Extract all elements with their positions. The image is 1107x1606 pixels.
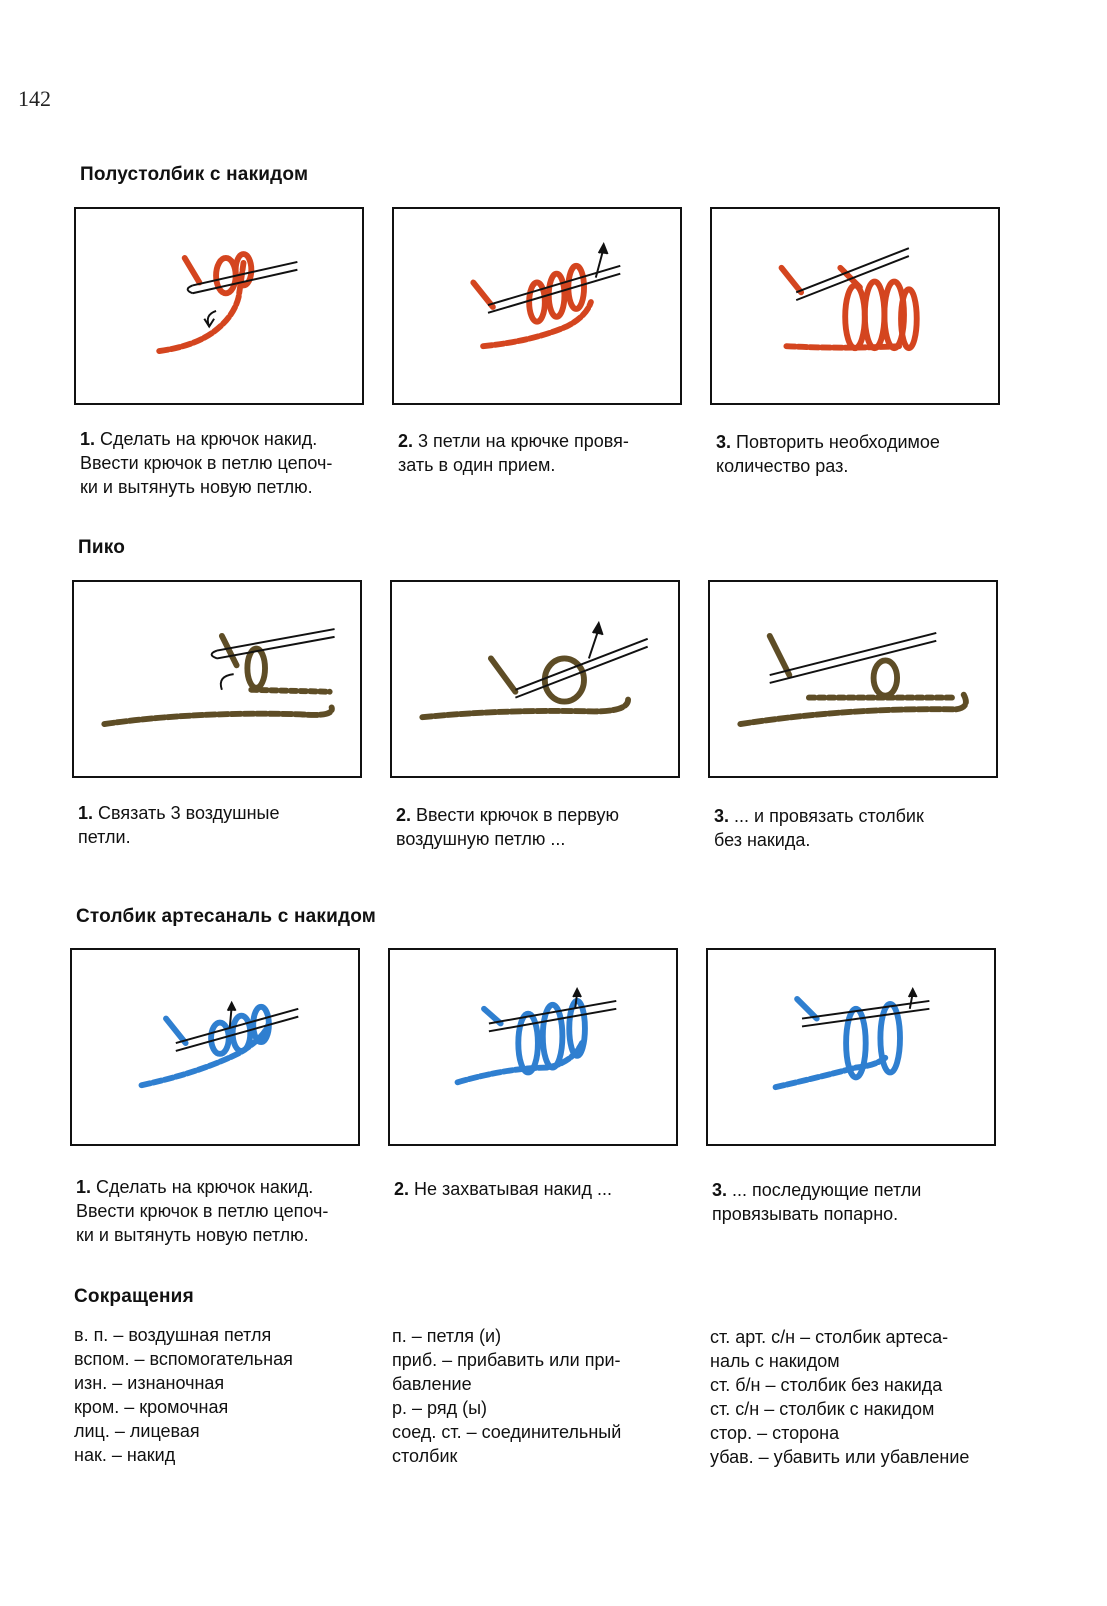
caption-artisanal-step-3: 3. ... последующие петли провязывать попарно. — [712, 1180, 922, 1224]
abbreviation-item: ст. б/н – столбик без накида — [710, 1375, 943, 1395]
page-number: 142 — [18, 86, 51, 111]
caption-artisanal-step-2: 2. Не захватывая накид ... — [394, 1179, 612, 1199]
illustration-artisanal-step-2 — [388, 948, 678, 1146]
abbreviation-item: вспом. – вспомогательная — [74, 1349, 293, 1369]
illustration-hdc-step-2 — [392, 207, 682, 405]
caption-picot-step-3: 3. ... и провязать столбик без накида. — [714, 806, 924, 850]
section-title-picot: Пико — [78, 537, 126, 558]
abbreviation-item: лиц. – лицевая — [74, 1421, 200, 1441]
abbreviation-item: соед. ст. – соединительный — [392, 1422, 622, 1442]
caption-artisanal-step-1: 1. Сделать на крючок накид. Ввести крючок в петлю цепоч- ки и вытянуть новую петлю. — [76, 1177, 329, 1245]
abbreviation-item: изн. – изнаночная — [74, 1373, 225, 1393]
section-title-artisanal-double-crochet: Столбик артесаналь с накидом — [76, 906, 377, 927]
caption-hdc-step-2: 2. 3 петли на крючке провя- зать в один прием. — [398, 431, 629, 475]
caption-hdc-step-1: 1. Сделать на крючок накид. Ввести крючок в петлю цепоч- ки и вытянуть новую петлю. — [80, 429, 333, 497]
abbreviation-item: приб. – прибавить или при- — [392, 1350, 621, 1370]
abbreviation-item: в. п. – воздушная петля — [74, 1325, 272, 1345]
caption-picot-step-1: 1. Связать 3 воздушные петли. — [78, 803, 280, 847]
illustration-artisanal-step-3 — [706, 948, 996, 1146]
caption-hdc-step-3: 3. Повторить необходимое количество раз. — [716, 432, 940, 476]
abbreviations-column-1 — [74, 1323, 293, 1467]
illustration-picot-step-1 — [72, 580, 362, 778]
illustration-picot-step-2 — [390, 580, 680, 778]
abbreviation-item: убав. – убавить или убавление — [710, 1447, 970, 1467]
abbreviation-item: стор. – сторона — [710, 1423, 840, 1443]
abbreviation-item: п. – петля (и) — [392, 1326, 502, 1346]
abbreviation-item: нак. – накид — [74, 1445, 176, 1465]
abbreviation-item: ст. с/н – столбик с накидом — [710, 1399, 935, 1419]
section-title-half-double-crochet: Полустолбик с накидом — [80, 164, 309, 185]
caption-picot-step-2: 2. Ввести крючок в первую воздушную петлю ... — [396, 805, 619, 849]
illustration-picot-step-3 — [708, 580, 998, 778]
abbreviation-item: бавление — [392, 1374, 472, 1394]
abbreviations-column-3 — [710, 1325, 969, 1469]
illustration-hdc-step-3 — [710, 207, 1000, 405]
illustration-artisanal-step-1 — [70, 948, 360, 1146]
illustration-hdc-step-1 — [74, 207, 364, 405]
abbreviation-item: наль с накидом — [710, 1351, 840, 1371]
abbreviations-column-2 — [392, 1324, 621, 1468]
abbreviations-title: Сокращения — [74, 1286, 194, 1307]
abbreviation-item: столбик — [392, 1446, 458, 1466]
crochet-hook-icon — [76, 209, 362, 403]
abbreviation-item: кром. – кромочная — [74, 1397, 229, 1417]
abbreviation-item: р. – ряд (ы) — [392, 1398, 488, 1418]
abbreviation-item: ст. арт. с/н – столбик артеса- — [710, 1327, 949, 1347]
